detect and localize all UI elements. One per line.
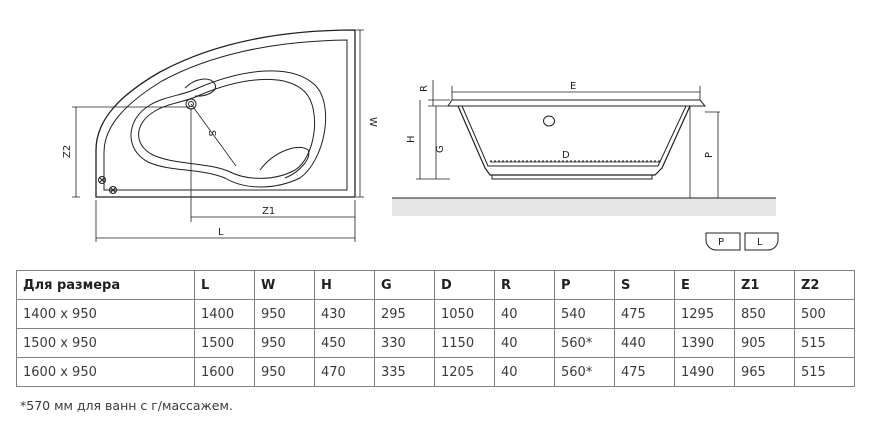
table-cell: 475 [615, 358, 675, 387]
label-z2: Z2 [62, 144, 73, 158]
table-header-row [17, 271, 855, 300]
svg-text:L: L [757, 237, 763, 248]
table-cell: 540 [555, 300, 615, 329]
table-cell: 450 [315, 329, 375, 358]
table-cell: 440 [615, 329, 675, 358]
floor [392, 198, 776, 216]
table-cell: 950 [255, 358, 315, 387]
table-cell: 40 [495, 358, 555, 387]
header-cell: G [375, 271, 435, 300]
header-cell: Z2 [795, 271, 855, 300]
table-cell: 1205 [435, 358, 495, 387]
table-row [17, 300, 855, 329]
table-cell: 335 [375, 358, 435, 387]
table-cell: 40 [495, 300, 555, 329]
label-z1: Z1 [262, 206, 276, 217]
label-g: G [435, 145, 446, 153]
header-cell: Z1 [735, 271, 795, 300]
spec-table [16, 270, 855, 387]
table-cell: 475 [615, 300, 675, 329]
table-cell: 1050 [435, 300, 495, 329]
bath-outline [96, 30, 355, 197]
side-view-drawing [390, 0, 870, 265]
top-view-drawing [0, 0, 390, 260]
table-cell: 1390 [675, 329, 735, 358]
overflow-icon [544, 116, 555, 126]
table-cell: 295 [375, 300, 435, 329]
table-cell: 515 [795, 329, 855, 358]
footnote: *570 мм для ванн с г/массажем. [20, 398, 233, 413]
table-cell: 470 [315, 358, 375, 387]
table-cell: 965 [735, 358, 795, 387]
header-cell: S [615, 271, 675, 300]
header-cell: H [315, 271, 375, 300]
table-cell: 560* [555, 329, 615, 358]
table-cell: 950 [255, 300, 315, 329]
table-cell: 1400 [195, 300, 255, 329]
header-cell: Для размера [17, 271, 195, 300]
table-cell: 500 [795, 300, 855, 329]
table-cell: 515 [795, 358, 855, 387]
label-r: R [419, 85, 430, 92]
table-row [17, 329, 855, 358]
header-cell: W [255, 271, 315, 300]
table-cell: 330 [375, 329, 435, 358]
header-cell: D [435, 271, 495, 300]
table-cell: 1150 [435, 329, 495, 358]
table-cell: 560* [555, 358, 615, 387]
table-cell: 905 [735, 329, 795, 358]
table-cell: 1500 x 950 [17, 329, 195, 358]
label-w: W [367, 117, 378, 127]
table-cell: 1490 [675, 358, 735, 387]
table-cell: 950 [255, 329, 315, 358]
table-row [17, 358, 855, 387]
label-h: H [406, 135, 417, 143]
table-cell: 1600 [195, 358, 255, 387]
table-cell: 430 [315, 300, 375, 329]
label-l: L [218, 227, 224, 238]
orientation-left-icon [745, 233, 778, 250]
table-cell: 1295 [675, 300, 735, 329]
header-cell: E [675, 271, 735, 300]
table-cell: 1500 [195, 329, 255, 358]
label-s: S [206, 130, 217, 137]
label-d: D [562, 150, 570, 161]
table-cell: 1600 x 950 [17, 358, 195, 387]
header-cell: L [195, 271, 255, 300]
bath-body [458, 106, 690, 175]
table-cell: 1400 x 950 [17, 300, 195, 329]
label-e: E [570, 81, 577, 92]
table-cell: 40 [495, 329, 555, 358]
header-cell: R [495, 271, 555, 300]
label-p: P [704, 151, 715, 158]
bath-rim [448, 100, 705, 106]
table-cell: 850 [735, 300, 795, 329]
header-cell: P [555, 271, 615, 300]
orientation-right-icon [706, 233, 740, 250]
svg-text:P: P [718, 237, 725, 248]
